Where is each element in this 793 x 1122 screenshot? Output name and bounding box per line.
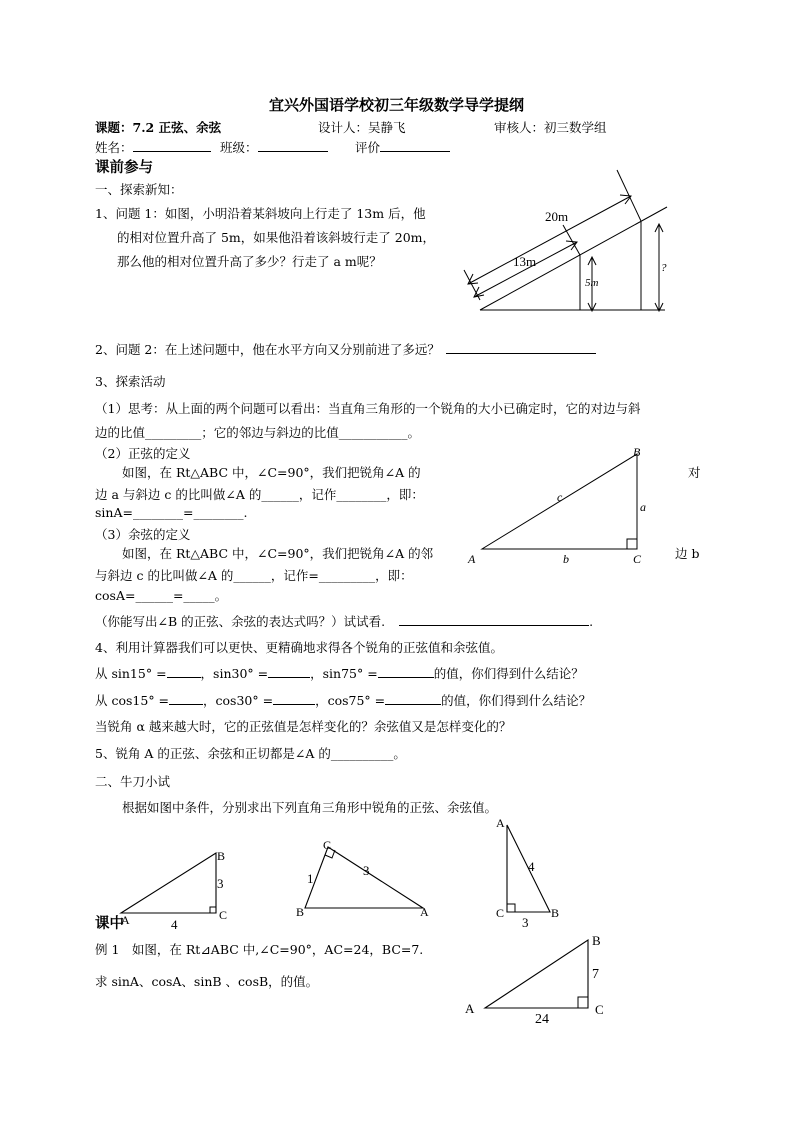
dim-13m xyxy=(474,242,577,297)
name-row xyxy=(95,138,211,156)
example-side-bc: 7 xyxy=(592,967,599,982)
q1-line3: 那么他的相对位置升高了多少？行走了 a m呢？ xyxy=(117,254,382,269)
triangle-3-vertex-b: B xyxy=(551,906,560,920)
cos-row-b: ，cos30° = xyxy=(203,693,274,708)
cos-heading: （3）余弦的定义 xyxy=(95,527,191,542)
class-row xyxy=(220,138,328,156)
slope-figure xyxy=(455,170,685,320)
b-prompt-blank[interactable] xyxy=(399,612,589,626)
eval-blank[interactable] xyxy=(380,138,450,152)
cos-line1-end: 边 b xyxy=(675,546,700,561)
triangle-2-side-ac: 3 xyxy=(363,863,370,878)
triangle-1-vertex-b: B xyxy=(217,849,226,863)
sin-row-a: 从 sin15° = xyxy=(95,666,167,681)
cos-line3: cosA=______=_____。 xyxy=(95,588,228,603)
eval-label: 评价 xyxy=(355,140,381,155)
triangle-1-shape xyxy=(121,853,216,913)
triangle-3-vertex-a: A xyxy=(496,816,505,830)
example-line1: 例 1 如图，在 Rt⊿ABC 中,∠C=90°，AC=24，BC=7. xyxy=(95,942,424,957)
vertex-c: C xyxy=(633,552,642,566)
class-blank[interactable] xyxy=(258,138,328,152)
sine-line1-end: 对 xyxy=(688,465,701,480)
sin-row-c: ，sin75° = xyxy=(310,666,378,681)
designer: 设计人：吴静飞 xyxy=(318,120,406,135)
q2-blank[interactable] xyxy=(446,340,596,354)
sine-heading: （2）正弦的定义 xyxy=(95,446,191,461)
slope-line xyxy=(480,207,667,310)
example-triangle xyxy=(485,940,588,1008)
name-label: 姓名： xyxy=(95,140,133,155)
vertex-b: B xyxy=(633,445,641,459)
side-b: b xyxy=(563,552,569,566)
cos-row-a: 从 cos15° = xyxy=(95,693,170,708)
side-c: c xyxy=(557,490,563,504)
right-angle-mark xyxy=(627,539,637,549)
alpha-line: 当锐角 α 越来越大时，它的正弦值是怎样变化的？余弦值又是怎样变化的？ xyxy=(95,719,512,734)
cos-row-d: 的值，你们得到什么结论？ xyxy=(441,693,592,708)
triangle-1-vertex-c: C xyxy=(219,908,228,922)
sin-row-d: 的值，你们得到什么结论？ xyxy=(433,666,584,681)
cos75-blank[interactable] xyxy=(385,691,441,705)
vertex-a: A xyxy=(468,552,476,566)
q1-line2: 的相对位置升高了 5m，如果他沿着该斜坡行走了 20m， xyxy=(117,230,436,245)
b-prompt-end: . xyxy=(589,614,594,629)
sin-row xyxy=(95,664,584,682)
example-triangle-figure xyxy=(462,930,612,1025)
b-prompt-row xyxy=(95,612,593,630)
name-blank[interactable] xyxy=(133,138,211,152)
sin15-blank[interactable] xyxy=(167,664,201,678)
pre-section-heading: 课前参与 xyxy=(95,159,153,176)
label-13m: 13m xyxy=(513,254,537,269)
practice-heading: 二、牛刀小试 xyxy=(95,774,171,789)
example-side-ac: 24 xyxy=(535,1012,549,1027)
triangle-3-side-ab: 4 xyxy=(528,859,535,874)
triangle-3-vertex-c: C xyxy=(496,906,505,920)
cos-row-c: ，cos75° = xyxy=(315,693,386,708)
example-vertex-a: A xyxy=(465,1001,475,1016)
side-a: a xyxy=(640,500,646,514)
cos30-blank[interactable] xyxy=(273,691,315,705)
think-line2: 边的比值_________；它的邻边与斜边的比值___________。 xyxy=(95,425,421,440)
triangle-2-vertex-a: A xyxy=(420,905,429,919)
practice-triangle-3 xyxy=(493,815,573,930)
triangle-2-side-bc: 1 xyxy=(307,871,314,886)
page-title: 宜兴外国语学校初三年级数学导学提纲 xyxy=(268,96,524,114)
abc-triangle-figure xyxy=(465,443,675,573)
practice-instruction: 根据如图中条件，分别求出下列直角三角形中锐角的正弦、余弦值。 xyxy=(122,800,498,815)
class-section-heading: 课中 xyxy=(95,915,124,932)
triangle-3-side-cb: 3 xyxy=(522,915,529,930)
think-line1: （1）思考：从上面的两个问题可以看出：当直角三角形的一个锐角的大小已确定时，它的对边与斜 xyxy=(95,401,641,416)
ext-line-b xyxy=(563,225,580,255)
explore-heading: 一、探索新知： xyxy=(95,182,183,197)
reviewer: 审核人：初三数学组 xyxy=(494,120,607,135)
q4-text: 4、利用计算器我们可以更快、更精确地求得各个锐角的正弦值和余弦值。 xyxy=(95,640,503,655)
q5-text: 5、锐角 A 的正弦、余弦和正切都是∠A 的__________。 xyxy=(95,746,406,761)
sin75-blank[interactable] xyxy=(378,664,434,678)
lesson-topic: 课题：7.2 正弦、余弦 xyxy=(95,120,222,135)
class-label: 班级： xyxy=(220,140,258,155)
label-20m: 20m xyxy=(545,209,569,224)
triangle-3-right-angle xyxy=(507,904,515,912)
q2-row xyxy=(95,340,596,358)
example-vertex-b: B xyxy=(592,933,601,948)
sine-line3: sinA=________=________. xyxy=(95,505,248,520)
cos-line1: 如图，在 Rt△ABC 中，∠C=90°，我们把锐角∠A 的邻 xyxy=(122,546,434,561)
example-line2: 求 sinA、cosA、sinB 、cosB，的值。 xyxy=(95,974,319,989)
label-5m: 5m xyxy=(585,277,599,289)
triangle-1-side-bc: 3 xyxy=(217,876,224,891)
practice-triangle-2 xyxy=(293,838,443,923)
sin-row-b: ，sin30° = xyxy=(200,666,269,681)
triangle-1-vertex-a: A xyxy=(121,913,130,927)
cos-row xyxy=(95,691,591,709)
triangle-2-vertex-c: C xyxy=(323,838,332,852)
sin30-blank[interactable] xyxy=(268,664,310,678)
cos15-blank[interactable] xyxy=(169,691,203,705)
triangle-2-vertex-b: B xyxy=(296,905,305,919)
sine-line2: 边 a 与斜边 c 的比叫做∠A 的______，记作________，即： xyxy=(95,487,424,502)
cos-line2: 与斜边 c 的比叫做∠A 的______，记作=_________，即： xyxy=(95,568,413,583)
triangle-1-side-ac: 4 xyxy=(171,917,178,932)
example-vertex-c: C xyxy=(595,1002,604,1017)
label-question: ? xyxy=(661,262,667,274)
q3-heading: 3、探索活动 xyxy=(95,374,166,389)
q1-line1: 1、问题 1：如图，小明沿着某斜坡向上行走了 13m 后，他 xyxy=(95,206,426,221)
sine-line1: 如图，在 Rt△ABC 中，∠C=90°，我们把锐角∠A 的 xyxy=(122,465,421,480)
eval-row xyxy=(355,138,450,156)
triangle-1-right-angle xyxy=(210,907,216,913)
b-prompt: （你能写出∠B 的正弦、余弦的表达式吗？）试试看. xyxy=(95,614,386,629)
example-right-angle xyxy=(578,997,588,1008)
practice-triangle-1 xyxy=(118,848,238,932)
q2-text: 2、问题 2：在上述问题中，他在水平方向又分别前进了多远？ xyxy=(95,342,440,357)
